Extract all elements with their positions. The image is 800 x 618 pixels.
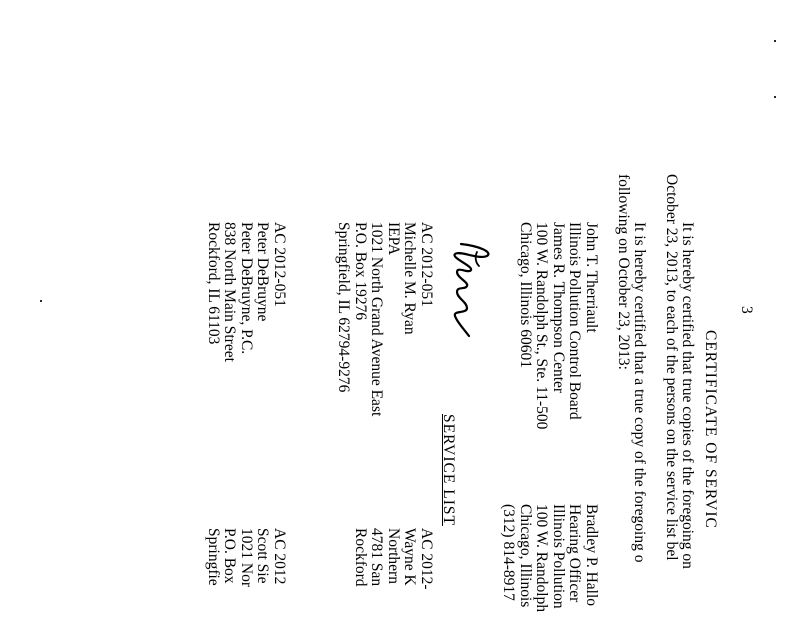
board-address-line: James R. Thompson Center [550,222,567,394]
certification-paragraph-2-line-2: following on October 23, 2013: [615,174,632,370]
service-entry-line: AC 2012-051 [271,222,288,307]
service-entry-line: Peter DeBruyne [254,222,272,322]
board-address-block [517,222,600,429]
service-entry-line: 1021 North Grand Avenue East [368,222,386,417]
scan-speck [40,300,42,302]
scan-speck [774,96,776,98]
service-entry-line: P.O. Box 19276 [352,222,369,321]
hearing-officer-line: 100 W. Randolph [533,504,551,613]
service-entry-line: AC 2012 [271,528,288,585]
service-entry-line: Wayne K [401,528,419,586]
certification-paragraph-2-line-1: It is hereby certified that a true copy of the foregoing o [631,222,648,563]
service-entry-line: 838 North Main Street [221,222,239,362]
service-list-entry-3 [205,222,288,362]
handwritten-signature [445,236,497,346]
certification-paragraph-1-line-2: October 23, 2013, to each of the persons on the service list bel [663,174,680,561]
service-entry-line: Michelle M. Ryan [401,222,419,335]
board-address-line: Chicago, Illinois 60601 [517,222,534,368]
service-list-entry-1 [335,222,434,416]
service-entry-line: Northern [385,528,402,584]
board-address-line: John T. Therriault [583,222,600,333]
hearing-officer-line: Illinois Pollution [550,504,567,609]
service-entry-line: Peter DeBruyne, P.C. [238,222,255,355]
service-entry-line: Springfield, IL 62794-9276 [335,222,353,393]
hearing-officer-line: Hearing Officer [566,504,584,603]
service-entry-line: AC 2012- [418,528,435,590]
service-list-heading: SERVICE LIST [440,414,457,526]
service-entry-line: Scott Sie [254,528,272,584]
service-entry-line: Rockford [352,528,369,587]
scan-speck [774,40,776,42]
service-list-entry-4 [205,528,288,587]
service-entry-line: 1021 Nor [238,528,255,587]
service-list-entry-2 [352,528,435,590]
certification-paragraph-1-line-1: It is hereby certified that true copies of the foregoing on [679,222,696,569]
page-number: 3 [738,306,755,314]
hearing-officer-address [500,504,599,612]
service-entry-line: P.O. Box [221,528,239,584]
service-entry-line: 4781 San [368,528,386,587]
service-entry-line: IEPA [385,222,402,256]
service-entry-line: Rockford, IL 61103 [205,222,222,345]
board-address-line: Illinois Pollution Control Board [566,222,584,420]
certificate-heading: CERTIFICATE OF SERVIC [702,330,719,529]
hearing-officer-line: (312) 814-8917 [500,504,518,601]
hearing-officer-line: Bradley P. Hallo [583,504,600,607]
hearing-officer-line: Chicago, Illinois [517,504,534,608]
service-entry-line: Springfie [205,528,222,586]
board-address-line: 100 W. Randolph St., Ste. 11-500 [533,222,551,430]
service-entry-line: AC 2012-051 [418,222,435,307]
